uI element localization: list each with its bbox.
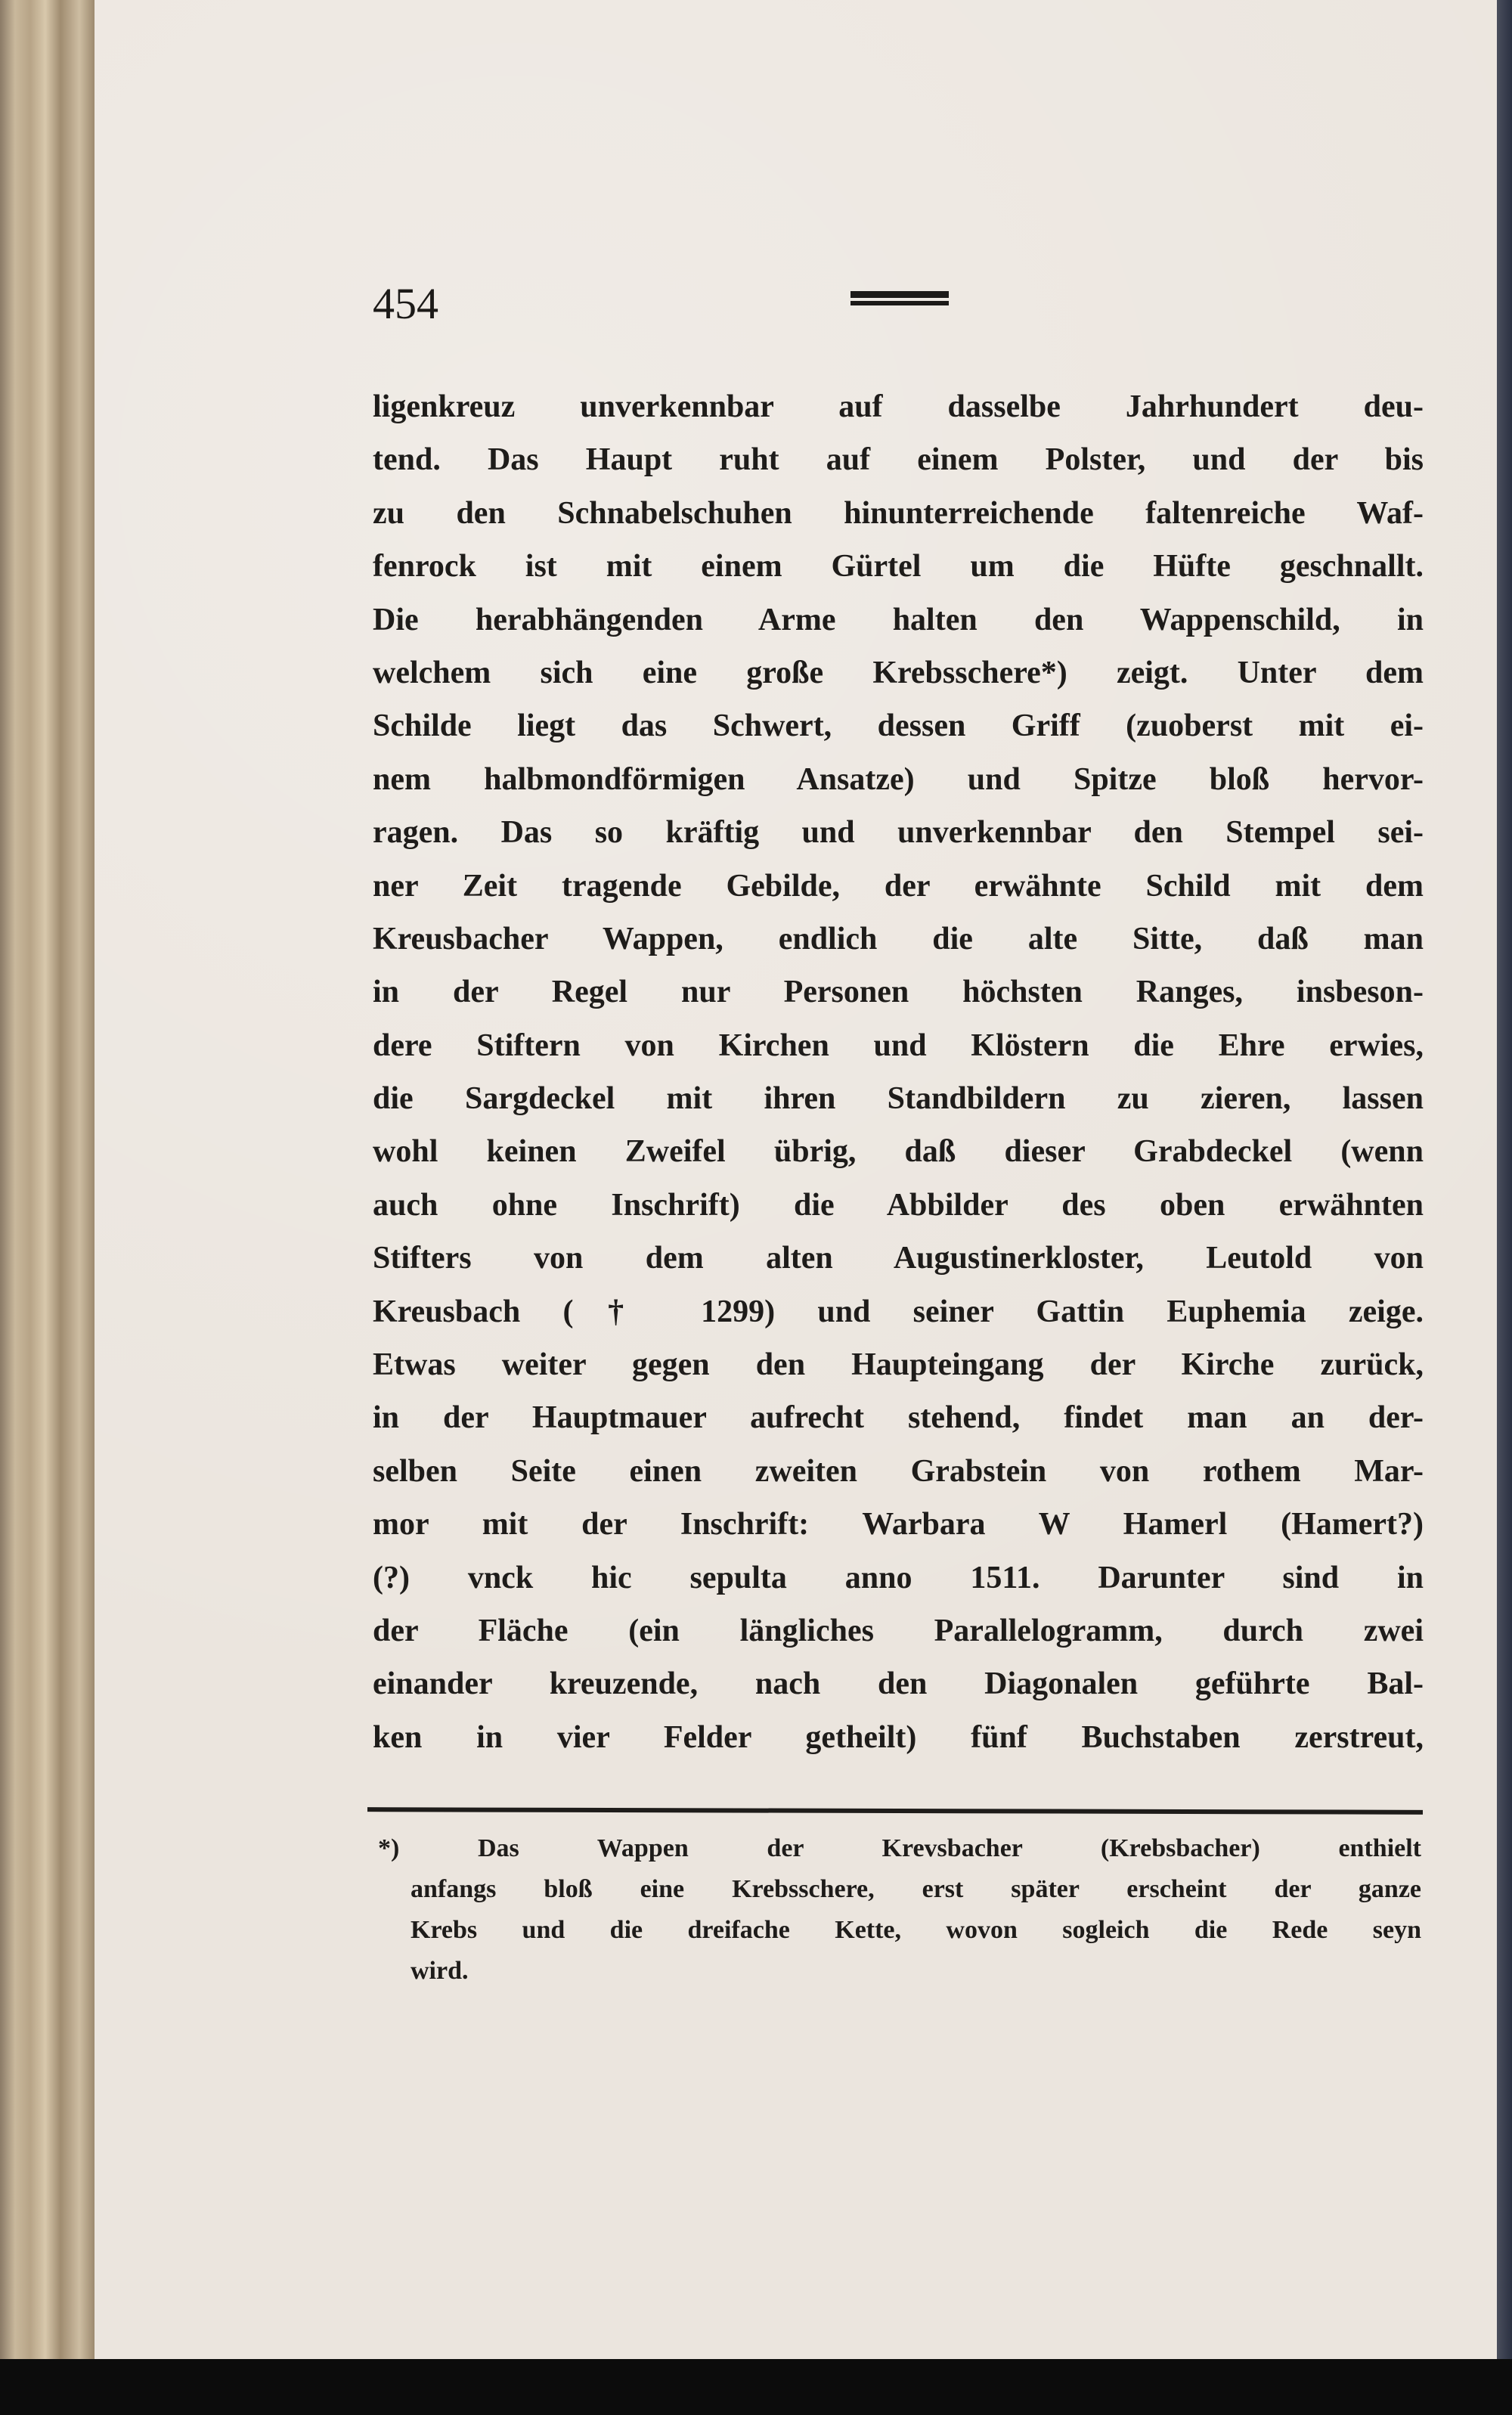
text-line: fenrock ist mit einem Gürtel um die Hüfte geschnallt. (373, 549, 1424, 584)
text-line: mor mit der Inschrift: Warbara W Hamerl (Hamert?) (373, 1507, 1424, 1542)
text-line: zu den Schnabelschuhen hinunterreichende faltenreiche Waf- (373, 495, 1424, 531)
text-line: der Fläche (ein längliches Parallelogramm, durch zwei (373, 1613, 1424, 1648)
text-line: ken in vier Felder getheilt) fünf Buchstaben zerstreut, (373, 1719, 1424, 1755)
text-line: Schilde liegt das Schwert, dessen Griff (zuoberst mit ei- (373, 708, 1424, 744)
body-text (373, 380, 1424, 1764)
text-line: tend. Das Haupt ruht auf einem Polster, und der bis (373, 442, 1424, 478)
text-line: die Sargdeckel mit ihren Standbildern zu zieren, lassen (373, 1081, 1424, 1117)
footnote-line: anfangs bloß eine Krebsschere, erst später erscheint der ganze (411, 1875, 1421, 1903)
text-line: ligenkreuz unverkennbar auf dasselbe Jahrhundert deu- (373, 389, 1424, 424)
footnote-line: *) Das Wappen der Krevsbacher (Krebsbacher) enthielt (378, 1834, 1421, 1862)
text-line: Kreusbacher Wappen, endlich die alte Sitte, daß man (373, 921, 1424, 956)
text-line: ner Zeit tragende Gebilde, der erwähnte Schild mit dem (373, 868, 1424, 904)
text-line: Etwas weiter gegen den Haupteingang der Kirche zurück, (373, 1347, 1424, 1383)
text-line: dere Stiftern von Kirchen und Klöstern die Ehre erwies, (373, 1028, 1424, 1063)
text-line: nem halbmondförmigen Ansatze) und Spitze bloß hervor- (373, 761, 1424, 797)
text-line: selben Seite einen zweiten Grabstein von rothem Mar- (373, 1453, 1424, 1489)
text-line: welchem sich eine große Krebsschere*) zeigt. Unter dem (373, 655, 1424, 690)
text-line: einander kreuzende, nach den Diagonalen geführte Bal- (373, 1666, 1424, 1702)
text-line: Stifters von dem alten Augustinerkloster, Leutold von (373, 1241, 1424, 1276)
text-line: Die herabhängenden Arme halten den Wappenschild, in (373, 602, 1424, 637)
scan-background (0, 2359, 1512, 2415)
text-line: auch ohne Inschrift) die Abbilder des oben erwähnten (373, 1187, 1424, 1223)
text-line: wohl keinen Zweifel übrig, daß dieser Grabdeckel (wenn (373, 1134, 1424, 1170)
footnote-line: Krebs und die dreifache Kette, wovon sogleich die Rede seyn (411, 1916, 1421, 1944)
book-cover-edge (1497, 0, 1512, 2359)
book-binding-edge (0, 0, 94, 2359)
footnote (378, 1828, 1421, 1992)
footnote-line: wird. (411, 1957, 469, 1985)
page-number: 454 (373, 279, 438, 328)
text-line: Kreusbach († 1299) und seiner Gattin Euphemia zeige. (373, 1294, 1424, 1329)
text-line: in der Hauptmauer aufrecht stehend, findet man an der- (373, 1400, 1424, 1436)
header-ornament (850, 291, 949, 311)
text-line: ragen. Das so kräftig und unverkennbar den Stempel sei- (373, 815, 1424, 851)
text-line: in der Regel nur Personen höchsten Ranges, insbeson- (373, 975, 1424, 1010)
text-line: (?) vnck hic sepulta anno 1511. Darunter sind in (373, 1560, 1424, 1595)
